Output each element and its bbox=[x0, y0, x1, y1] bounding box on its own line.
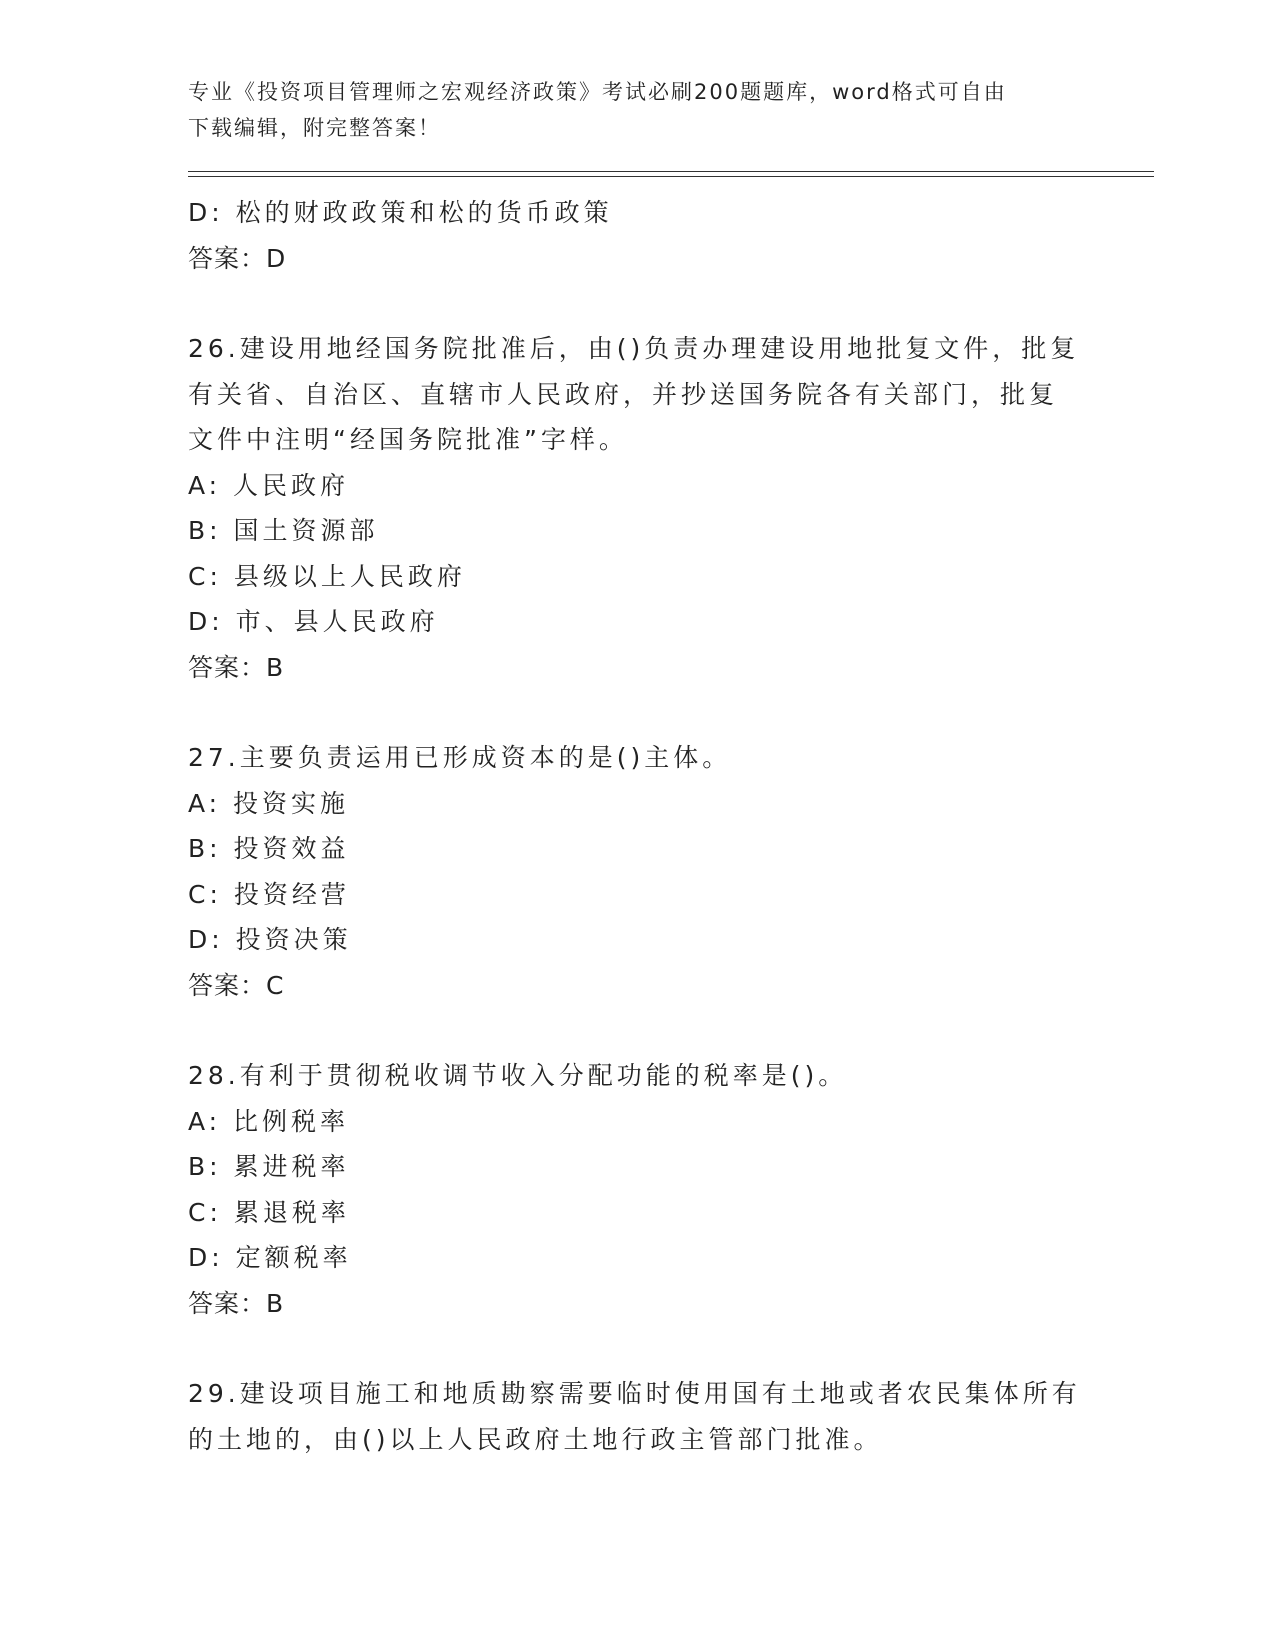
question-stem-line: 有关省、自治区、直辖市人民政府，并抄送国务院各有关部门，批复 bbox=[188, 379, 1059, 409]
option-a: A: 人民政府 bbox=[188, 470, 350, 500]
option-d: D: 定额税率 bbox=[188, 1243, 352, 1272]
question-stem-line: 文件中注明“经国务院批准”字样。 bbox=[188, 425, 628, 454]
question-stem-line: 的土地的，由()以上人民政府土地行政主管部门批准。 bbox=[188, 1424, 883, 1454]
question-content bbox=[188, 190, 1088, 1462]
question-28 bbox=[188, 1053, 1088, 1326]
option-c: C: 县级以上人民政府 bbox=[188, 561, 466, 591]
question-stem-line: 27.主要负责运用已形成资本的是()主体。 bbox=[188, 743, 732, 772]
question-26 bbox=[188, 326, 1088, 690]
option-d: D: 松的财政政策和松的货币政策 bbox=[188, 198, 613, 227]
question-stem-line: 28.有利于贯彻税收调节收入分配功能的税率是()。 bbox=[188, 1061, 848, 1090]
question-stem-line: 26.建设用地经国务院批准后，由()负责办理建设用地批复文件，批复 bbox=[188, 334, 1080, 363]
answer-line: 答案：D bbox=[188, 243, 287, 273]
option-d: D: 市、县人民政府 bbox=[188, 607, 439, 636]
question-29 bbox=[188, 1371, 1088, 1462]
header-line-1: 专业《投资项目管理师之宏观经济政策》考试必刷200题题库，word格式可自由 bbox=[188, 80, 1007, 104]
option-b: B: 累进税率 bbox=[188, 1152, 350, 1181]
option-a: A: 比例税率 bbox=[188, 1106, 350, 1136]
option-c: C: 累退税率 bbox=[188, 1197, 350, 1227]
question-27 bbox=[188, 735, 1088, 1008]
answer-line: 答案：B bbox=[188, 1288, 285, 1318]
option-d: D: 投资决策 bbox=[188, 925, 352, 954]
question-stem-line: 29.建设项目施工和地质勘察需要临时使用国有土地或者农民集体所有 bbox=[188, 1379, 1081, 1408]
option-b: B: 国土资源部 bbox=[188, 516, 379, 545]
header-line-2: 下载编辑，附完整答案！ bbox=[188, 116, 441, 140]
document-header bbox=[188, 74, 1088, 146]
option-b: B: 投资效益 bbox=[188, 834, 350, 863]
answer-line: 答案：B bbox=[188, 652, 285, 682]
option-c: C: 投资经营 bbox=[188, 879, 350, 909]
header-rule-top bbox=[188, 171, 1154, 172]
answer-line: 答案：C bbox=[188, 970, 285, 1000]
option-a: A: 投资实施 bbox=[188, 788, 350, 818]
header-rule-bottom bbox=[188, 176, 1154, 177]
